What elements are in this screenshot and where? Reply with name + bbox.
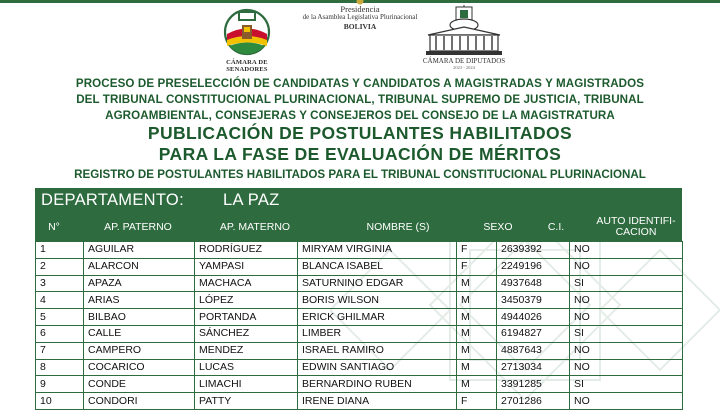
- cell-self-identification: SI: [570, 376, 683, 393]
- cell-paternal-surname: CALLE: [84, 325, 195, 342]
- cell-names: LIMBER: [298, 325, 457, 342]
- cell-maternal-surname: PATTY: [195, 393, 298, 410]
- cell-maternal-surname: LUCAS: [195, 359, 298, 376]
- cell-number: 9: [36, 376, 84, 393]
- table-row: [36, 292, 683, 309]
- cell-maternal-surname: LIMACHI: [195, 376, 298, 393]
- cell-sex: M: [457, 359, 497, 376]
- cell-names: ERICK GHILMAR: [298, 309, 457, 326]
- table-row: [36, 342, 683, 359]
- cell-sex: M: [457, 342, 497, 359]
- senate-caption: CÁMARA DE SENADORES: [226, 59, 268, 73]
- cell-ci: 2713034: [497, 359, 570, 376]
- cell-paternal-surname: APAZA: [84, 275, 195, 292]
- cell-paternal-surname: ALARCON: [84, 258, 195, 275]
- cell-paternal-surname: AGUILAR: [84, 242, 195, 259]
- cell-maternal-surname: MENDEZ: [195, 342, 298, 359]
- department-label: DEPARTAMENTO:: [41, 191, 184, 209]
- cell-ci: 2249196: [497, 258, 570, 275]
- cell-maternal-surname: YAMPASI: [195, 258, 298, 275]
- column-header-ci: C.I.: [547, 220, 565, 233]
- process-title: [20, 76, 700, 124]
- cell-self-identification: NO: [570, 342, 683, 359]
- cell-names: MIRYAM VIRGINIA: [298, 242, 457, 259]
- cell-maternal-surname: RODRÍGUEZ: [195, 242, 298, 259]
- department-bar: [35, 188, 682, 213]
- column-header-number: N°: [48, 220, 60, 233]
- department-value: LA PAZ: [223, 191, 280, 209]
- registry-subtitle: REGISTRO DE POSTULANTES HABILITADOS PARA EL TRIBUNAL CONSTITUCIONAL PLURINACIONAL: [74, 168, 646, 181]
- cell-self-identification: NO: [570, 393, 683, 410]
- cell-ci: 6194827: [497, 325, 570, 342]
- cell-paternal-surname: BILBAO: [84, 309, 195, 326]
- table-row: [36, 258, 683, 275]
- column-header-paternal-surname: AP. PATERNO: [104, 220, 172, 233]
- cell-ci: 3391285: [497, 376, 570, 393]
- column-header-self-identification: AUTO IDENTIFI- CACION: [596, 215, 676, 238]
- cell-names: BERNARDINO RUBEN: [298, 376, 457, 393]
- cell-maternal-surname: SÁNCHEZ: [195, 325, 298, 342]
- cell-number: 4: [36, 292, 84, 309]
- cell-maternal-surname: PORTANDA: [195, 309, 298, 326]
- column-header-sex: SEXO: [483, 220, 513, 233]
- publication-title-line: PARA LA FASE DE EVALUACIÓN DE MÉRITOS: [158, 144, 562, 164]
- deputies-caption: CÁMARA DE DIPUTADOS: [422, 57, 506, 65]
- cell-paternal-surname: CONDORI: [84, 393, 195, 410]
- deputies-period: 2023 - 2024: [453, 65, 475, 70]
- cell-sex: M: [457, 376, 497, 393]
- cell-ci: 4937648: [497, 275, 570, 292]
- cell-ci: 4944026: [497, 309, 570, 326]
- cell-number: 8: [36, 359, 84, 376]
- cell-number: 7: [36, 342, 84, 359]
- publication-title: [20, 123, 700, 165]
- cell-self-identification: NO: [570, 309, 683, 326]
- cell-self-identification: NO: [570, 258, 683, 275]
- cell-names: BLANCA ISABEL: [298, 258, 457, 275]
- cell-paternal-surname: CAMPERO: [84, 342, 195, 359]
- process-title-line: PROCESO DE PRESELECCIÓN DE CANDIDATAS Y CANDIDATOS A MAGISTRADAS Y MAGISTRADOS: [75, 77, 645, 90]
- cell-self-identification: NO: [570, 292, 683, 309]
- candidates-table: [35, 241, 683, 410]
- publication-title-line: PUBLICACIÓN DE POSTULANTES HABILITADOS: [147, 123, 573, 143]
- table-row: [36, 359, 683, 376]
- cell-number: 10: [36, 393, 84, 410]
- cell-number: 1: [36, 242, 84, 259]
- cell-self-identification: SI: [570, 275, 683, 292]
- cell-names: IRENE DIANA: [298, 393, 457, 410]
- cell-sex: F: [457, 258, 497, 275]
- presidency-line2: de la Asamblea Legislativa Plurinacional: [302, 13, 418, 21]
- cell-self-identification: SI: [570, 325, 683, 342]
- presidency-header: [290, 0, 430, 40]
- cell-sex: F: [457, 393, 497, 410]
- column-header-maternal-surname: AP. MATERNO: [219, 220, 291, 233]
- cell-number: 5: [36, 309, 84, 326]
- cell-names: EDWIN SANTIAGO: [298, 359, 457, 376]
- cell-names: ISRAEL RAMIRO: [298, 342, 457, 359]
- cell-paternal-surname: COCARICO: [84, 359, 195, 376]
- cell-self-identification: NO: [570, 359, 683, 376]
- cell-maternal-surname: LÓPEZ: [195, 292, 298, 309]
- cell-number: 3: [36, 275, 84, 292]
- presidency-line3: BOLIVIA: [343, 22, 377, 31]
- cell-sex: M: [457, 292, 497, 309]
- senate-emblem-icon: [216, 3, 278, 61]
- cell-sex: M: [457, 309, 497, 326]
- table-row: [36, 325, 683, 342]
- table-header-row: [35, 213, 682, 241]
- senate-logo: [216, 3, 278, 71]
- cell-ci: 2701286: [497, 393, 570, 410]
- cell-ci: 2639392: [497, 242, 570, 259]
- cell-paternal-surname: ARIAS: [84, 292, 195, 309]
- cell-paternal-surname: CONDE: [84, 376, 195, 393]
- cell-maternal-surname: MACHACA: [195, 275, 298, 292]
- table-row: [36, 393, 683, 410]
- legislative-building-icon: [422, 5, 506, 57]
- cell-ci: 4887643: [497, 342, 570, 359]
- table-row: [36, 309, 683, 326]
- table-row: [36, 376, 683, 393]
- cell-names: BORIS WILSON: [298, 292, 457, 309]
- cell-number: 6: [36, 325, 84, 342]
- process-title-line: AGROAMBIENTAL, CONSEJERAS Y CONSEJEROS DEL CONSEJO DE LA MAGISTRATURA: [105, 109, 615, 122]
- cell-sex: F: [457, 242, 497, 259]
- table-row: [36, 242, 683, 259]
- cell-sex: M: [457, 275, 497, 292]
- cell-self-identification: NO: [570, 242, 683, 259]
- cell-number: 2: [36, 258, 84, 275]
- deputies-logo: [422, 5, 506, 75]
- presidency-line1: Presidencia: [340, 4, 380, 14]
- table-row: [36, 275, 683, 292]
- column-header-names: NOMBRE (S): [366, 220, 430, 233]
- process-title-line: DEL TRIBUNAL CONSTITUCIONAL PLURINACIONAL, TRIBUNAL SUPREMO DE JUSTICIA, TRIBUNAL: [76, 93, 644, 106]
- cell-sex: M: [457, 325, 497, 342]
- cell-ci: 3450379: [497, 292, 570, 309]
- cell-names: SATURNINO EDGAR: [298, 275, 457, 292]
